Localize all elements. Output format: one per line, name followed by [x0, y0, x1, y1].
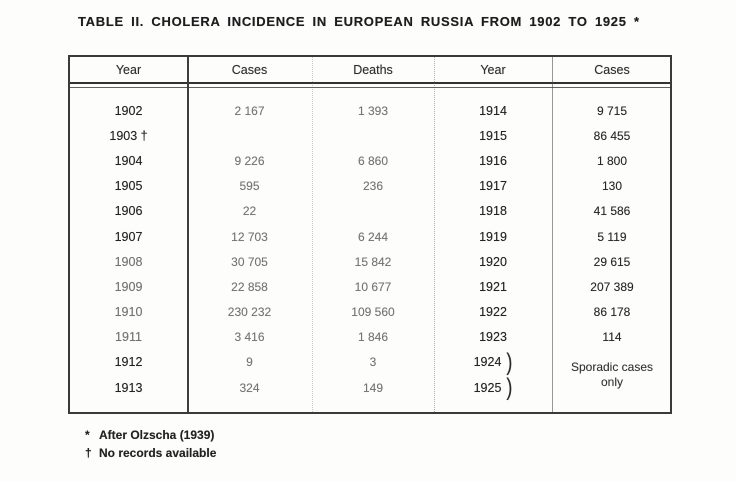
deaths-cell: 6 244: [357, 229, 389, 244]
cases-cell: 114: [602, 330, 622, 345]
column-header-cases-right: Cases: [594, 62, 630, 77]
cases-cell: 230 232: [227, 305, 272, 320]
cases-cell: 2 167: [234, 103, 265, 118]
deaths-cell: 1 846: [357, 330, 389, 345]
cases-cell: 9 226: [234, 153, 265, 168]
column-divider: [312, 57, 313, 412]
year-cell: 1919: [479, 229, 507, 244]
year-cell: 1907: [114, 229, 143, 244]
cases-cell: 30 705: [231, 254, 268, 269]
cases-cell: 86 178: [593, 305, 631, 320]
cases-cell: 9: [246, 355, 253, 370]
cases-cell: 3 416: [234, 330, 265, 345]
table-body: [70, 87, 670, 400]
sporadic-note-line1: Sporadic cases: [570, 360, 654, 375]
year-cell: 1913: [114, 380, 143, 395]
year-label: 1924: [473, 355, 502, 370]
column-divider: [552, 57, 553, 412]
footnotes: [85, 428, 216, 464]
cases-cell: 1 800: [596, 153, 628, 168]
year-label: 1925: [473, 380, 502, 395]
year-cell: 1922: [479, 305, 507, 320]
dagger-marker: †: [85, 446, 92, 460]
deaths-cell: 109 560: [351, 305, 395, 320]
year-cell: 1917: [479, 179, 507, 194]
year-cell: 1912: [114, 355, 143, 370]
year-cell: 1903 †: [109, 128, 148, 143]
bracket-glyph: ): [506, 373, 513, 401]
column-header-cases-left: Cases: [231, 62, 268, 77]
footnote-source: [85, 428, 216, 442]
deaths-cell: [312, 199, 434, 224]
year-cell: 1905: [114, 179, 143, 194]
cases-cell: 41 586: [593, 204, 631, 219]
year-cell: 1902: [114, 103, 143, 118]
deaths-cell: 3: [369, 355, 377, 370]
cholera-incidence-table: [68, 55, 672, 414]
footnote-no-records: [85, 446, 216, 460]
table-title: TABLE II. CHOLERA INCIDENCE IN EUROPEAN RUSSIA FROM 1902 TO 1925 *: [78, 14, 640, 29]
year-cell: 1916: [479, 153, 507, 168]
year-cell: 1911: [115, 330, 142, 345]
year-cell: 1906: [114, 204, 143, 219]
cases-cell: 86 455: [593, 128, 631, 143]
cases-cell: 22 858: [231, 279, 268, 294]
column-divider: [434, 57, 435, 412]
sporadic-note-line2: only: [600, 375, 623, 390]
deaths-cell: 10 677: [354, 279, 392, 294]
year-cell: 1918: [479, 204, 507, 219]
deaths-cell: 6 860: [357, 153, 389, 168]
sporadic-note: [552, 350, 672, 400]
deaths-cell: 149: [362, 380, 384, 395]
cases-cell: [187, 123, 312, 148]
deaths-cell: [312, 123, 434, 148]
year-cell: 1910: [114, 305, 143, 320]
cases-cell: 22: [242, 204, 257, 219]
cases-cell: 130: [601, 179, 623, 194]
cases-cell: 29 615: [593, 254, 631, 269]
cases-cell: 9 715: [596, 103, 628, 118]
asterisk-marker: *: [85, 428, 90, 442]
cases-cell: 12 703: [231, 229, 268, 244]
year-cell: 1915: [479, 128, 507, 143]
year-cell: 1921: [479, 279, 507, 294]
deaths-cell: 1 393: [357, 103, 389, 118]
cases-cell: 5 119: [597, 229, 627, 244]
year-cell: [434, 350, 552, 375]
year-cell: 1904: [114, 153, 143, 168]
cases-cell: 324: [239, 380, 260, 395]
cases-cell: 207 389: [590, 279, 634, 294]
year-cell: 1914: [479, 103, 507, 118]
year-cell: 1920: [479, 254, 507, 269]
year-cell: 1908: [114, 254, 143, 269]
footnote-source-text: After Olzscha (1939): [99, 428, 215, 442]
cases-cell: 595: [239, 179, 260, 194]
year-cell: 1923: [479, 330, 507, 345]
table-header-row: [70, 57, 670, 84]
year-cell: 1909: [114, 279, 143, 294]
deaths-cell: 15 842: [354, 254, 392, 269]
column-header-deaths: Deaths: [353, 62, 393, 77]
column-header-year-left: Year: [115, 62, 142, 77]
footnote-no-records-text: No records available: [99, 446, 217, 460]
bracket-glyph: ): [506, 348, 513, 376]
deaths-cell: 236: [362, 179, 384, 194]
year-cell: [434, 375, 552, 400]
column-divider: [187, 57, 189, 412]
column-header-year-right: Year: [480, 62, 506, 77]
